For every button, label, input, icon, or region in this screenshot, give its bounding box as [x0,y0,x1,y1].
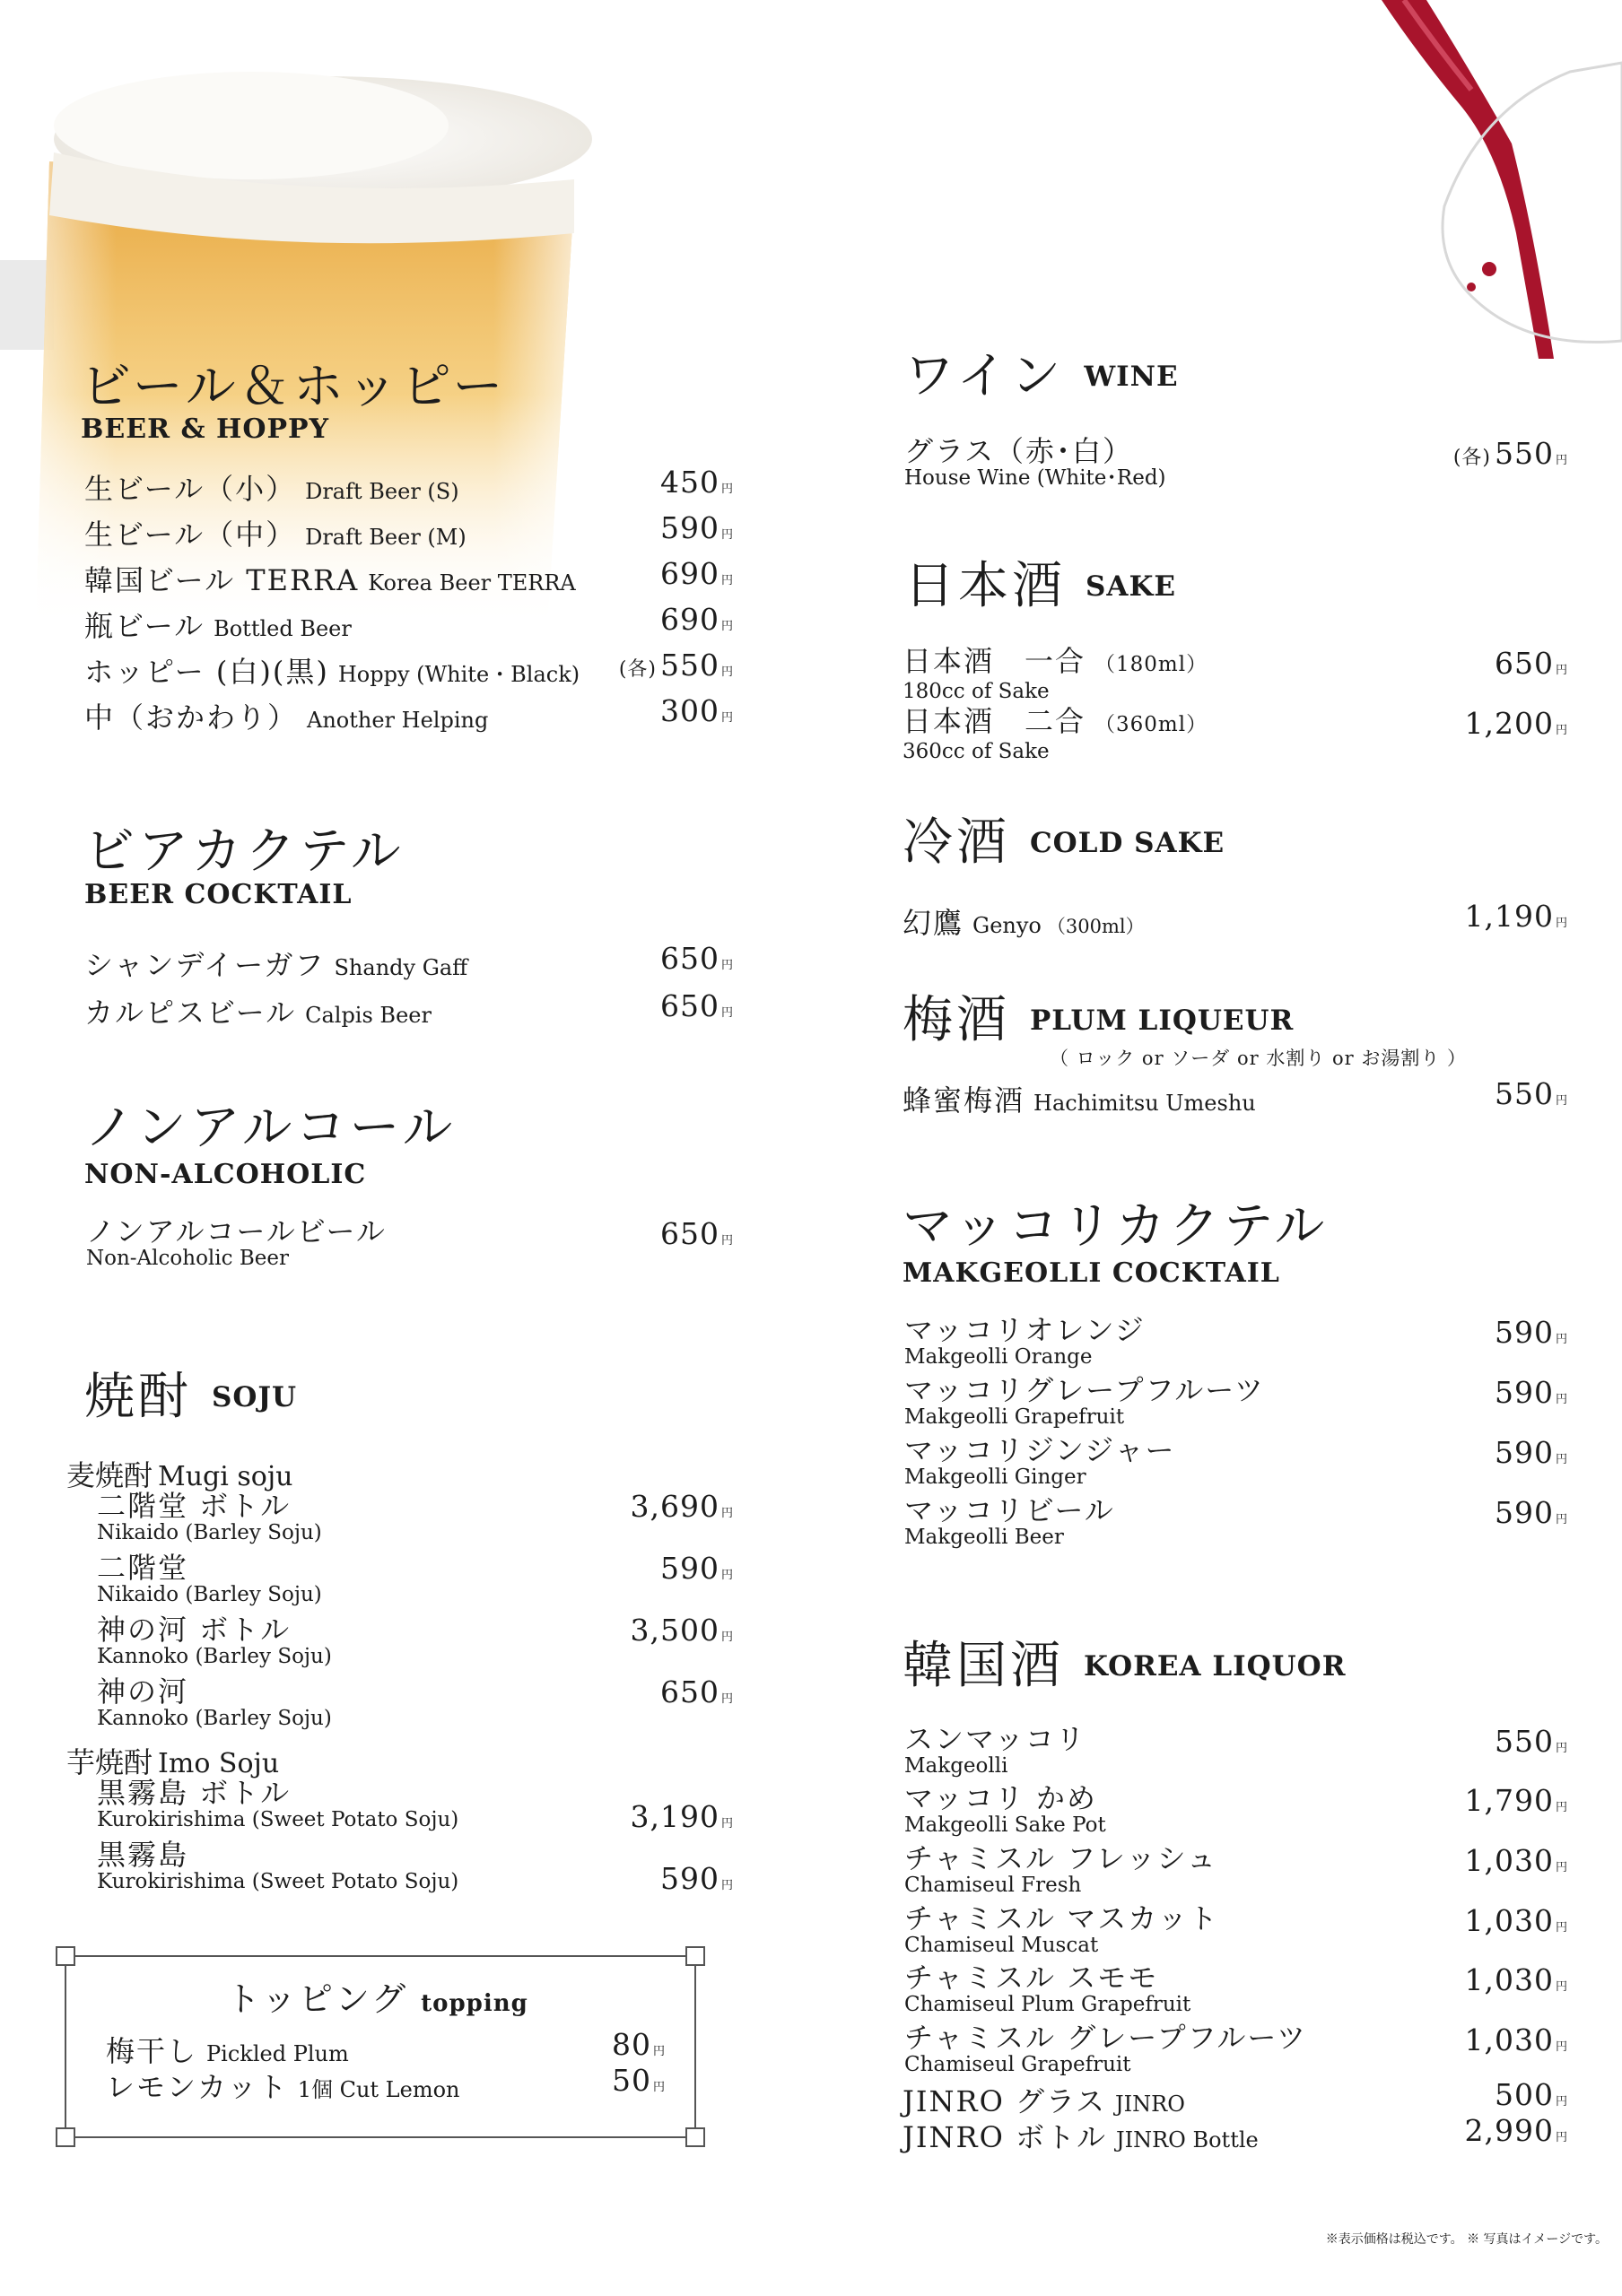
makgeolli-cocktail-section-subtitle: MAKGEOLLI COCKTAIL [903,1257,1280,1289]
menu-item: 瓶ビール Bottled Beer [84,609,352,643]
soju-section-title: 焼酎 SOJU [84,1368,298,1426]
menu-item: ノンアルコールビール Non-Alcoholic Beer [86,1214,387,1270]
beer-cocktail-section-subtitle: BEER COCKTAIL [84,879,353,910]
menu-item: 二階堂 ボトル Nikaido (Barley Soju) [97,1489,322,1544]
box-corner [56,1946,75,1966]
cold-sake-section-title: 冷酒 COLD SAKE [903,813,1225,872]
menu-item: 黒霧島 ボトル Kurokirishima (Sweet Potato Soju) [97,1776,459,1831]
menu-item: JINRO ボトル JINRO Bottle [903,2120,1259,2154]
non-alcoholic-section-subtitle: NON-ALCOHOLIC [84,1159,367,1190]
menu-item: ホッピー (白)(黒) Hoppy (White・Black) [84,655,580,689]
item-price: 1,030 円 [1464,2022,1568,2057]
wine-section-title: ワイン WINE [904,347,1179,405]
korea-liquor-section-title: 韓国酒 KOREA LIQUOR [903,1637,1347,1695]
menu-item: マッコリグレープフルーツ Makgeolli Grapefruit [904,1373,1265,1429]
item-price: 1,030 円 [1464,1962,1568,1997]
menu-item: 日本酒 一合 （180ml） 180cc of Sake [903,644,1208,703]
item-price: 650 円 [659,988,734,1023]
menu-item: マッコリオレンジ Makgeolli Orange [904,1313,1146,1369]
item-price: 590 円 [659,1861,734,1896]
menu-item: グラス（赤･白） House Wine (White･Red) [904,434,1166,490]
beer-section-subtitle: BEER & HOPPY [81,413,330,445]
item-price: 590 円 [1494,1435,1568,1470]
makgeolli-cocktail-section-title: マッコリカクテル [903,1197,1329,1256]
item-price: 300 円 [659,693,734,728]
item-price: 590 円 [1494,1495,1568,1530]
mugi-soju-heading: 麦焼酎 Mugi soju [66,1458,293,1492]
menu-item: 二階堂 Nikaido (Barley Soju) [97,1551,322,1606]
menu-item: 黒霧島 Kurokirishima (Sweet Potato Soju) [97,1838,459,1893]
menu-item: 生ビール（小） Draft Beer (S) [84,472,459,506]
menu-item: チャミスル フレッシュ Chamiseul Fresh [904,1841,1217,1897]
item-price: 650 円 [659,1216,734,1251]
menu-item: 梅干し Pickled Plum [106,2034,349,2068]
menu-item: 生ビール（中） Draft Beer (M) [84,517,467,552]
item-price: 450 円 [659,465,734,500]
item-price: 650 円 [659,941,734,976]
item-price: 500 円 [1494,2077,1568,2112]
item-price: 2,990 円 [1464,2113,1568,2148]
menu-item: チャミスル マスカット Chamiseul Muscat [904,1901,1219,1957]
wine-glass-image [1364,0,1622,359]
item-price: 1,030 円 [1464,1903,1568,1938]
item-price: 590 円 [1494,1315,1568,1350]
item-price: (各) 550 円 [618,648,734,683]
menu-item: マッコリビール Makgeolli Beer [904,1493,1115,1549]
menu-item: カルピスビール Calpis Beer [84,996,432,1030]
item-price: 590 円 [659,1551,734,1586]
footnote: ※表示価格は税込です。 ※ 写真はイメージです。 [1325,2232,1608,2247]
item-price: 3,500 円 [630,1613,734,1648]
topping-title: トッピング topping [226,1979,528,2019]
plum-serving-note: （ ロック or ソーダ or 水割り or お湯割り ） [1050,1048,1468,1069]
menu-item: 韓国ビール TERRA Korea Beer TERRA [84,563,576,597]
item-price: 3,190 円 [630,1799,734,1834]
plum-section-title: 梅酒 PLUM LIQUEUR [903,991,1295,1049]
menu-item: 蜂蜜梅酒 Hachimitsu Umeshu [903,1083,1256,1118]
item-price: 650 円 [1494,646,1568,681]
item-price: 3,690 円 [630,1489,734,1524]
item-price: 590 円 [1494,1375,1568,1410]
menu-item: 中（おかわり） Another Helping [84,700,489,735]
menu-item: 日本酒 二合 （360ml） 360cc of Sake [903,704,1208,763]
beer-cocktail-section-title: ビアカクテル [84,822,405,881]
menu-item: 神の河 ボトル Kannoko (Barley Soju) [97,1613,332,1668]
imo-soju-heading: 芋焼酎 Imo Soju [66,1745,280,1779]
item-price: 1,200 円 [1464,706,1568,741]
non-alcoholic-section-title: ノンアルコール [84,1099,457,1157]
item-price: 690 円 [659,556,734,591]
menu-item: 幻鷹 Genyo （300ml） [903,906,1145,940]
item-price: 1,030 円 [1464,1843,1568,1878]
menu-item: チャミスル グレープフルーツ Chamiseul Grapefruit [904,2021,1308,2076]
item-price: 590 円 [659,510,734,545]
box-corner [685,2127,705,2147]
menu-item: レモンカット 1個 Cut Lemon [106,2070,460,2104]
menu-item: スンマッコリ Makgeolli [904,1722,1086,1778]
item-price: 1,790 円 [1464,1783,1568,1818]
item-price: 50 円 [611,2063,666,2098]
box-corner [56,2127,75,2147]
item-price: (各) 550 円 [1452,436,1568,471]
sake-section-title: 日本酒 SAKE [904,557,1177,615]
menu-item: JINRO グラス JINRO [903,2084,1185,2118]
item-price: 690 円 [659,602,734,637]
item-price: 1,190 円 [1464,899,1568,934]
box-corner [685,1946,705,1966]
item-price: 650 円 [659,1674,734,1709]
item-price: 550 円 [1494,1076,1568,1111]
topping-box [65,1955,696,2138]
menu-item: シャンデイーガフ Shandy Gaff [84,948,468,982]
item-price: 80 円 [611,2027,666,2062]
menu-item: マッコリジンジャー Makgeolli Ginger [904,1433,1176,1489]
item-price: 550 円 [1494,1724,1568,1759]
beer-section-title: ビール＆ホッピー [81,358,507,416]
menu-item: マッコリ かめ Makgeolli Sake Pot [904,1781,1106,1837]
menu-item: チャミスル スモモ Chamiseul Plum Grapefruit [904,1961,1191,2016]
menu-item: 神の河 Kannoko (Barley Soju) [97,1674,332,1730]
